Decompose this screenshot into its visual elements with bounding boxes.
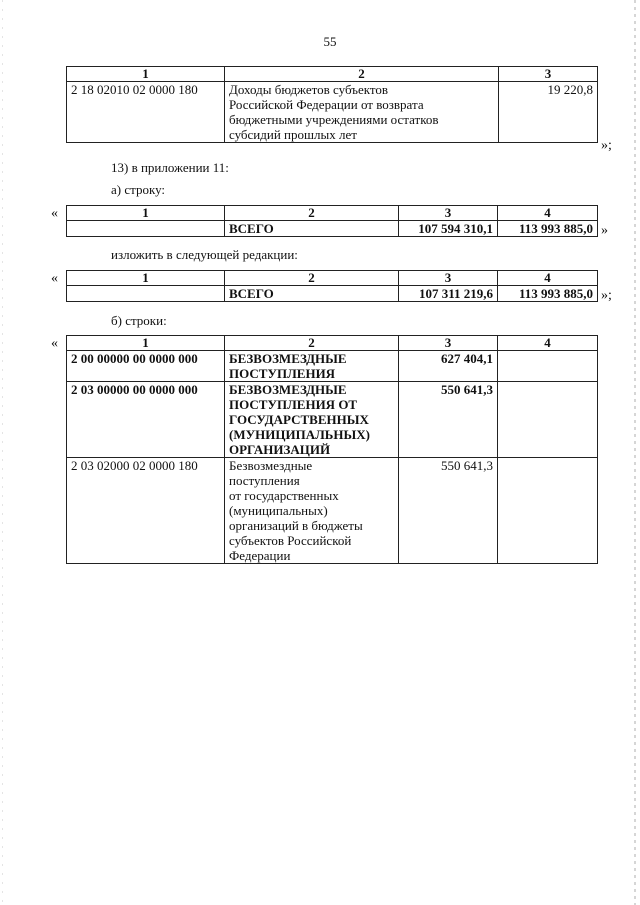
close-quote: »	[601, 223, 608, 238]
value-cell: 627 404,1	[399, 351, 498, 382]
header-cell: 4	[498, 206, 598, 221]
value-cell: 550 641,3	[399, 458, 498, 564]
name-line: от государственных	[229, 488, 339, 503]
value-cell: 113 993 885,0	[498, 286, 598, 302]
name-line: (МУНИЦИПАЛЬНЫХ)	[229, 427, 370, 442]
value-cell: 107 594 310,1	[399, 221, 498, 237]
name-line: Доходы бюджетов субъектов	[229, 82, 389, 97]
header-cell: 3	[399, 336, 498, 351]
table-header	[67, 67, 598, 82]
name-line: субсидий прошлых лет	[229, 127, 357, 142]
header-cell: 1	[67, 67, 225, 82]
header-cell: 1	[67, 271, 225, 286]
paragraph-replace: изложить в следующей редакции:	[111, 247, 298, 262]
name-line: субъектов Российской	[229, 533, 352, 548]
name-cell	[225, 82, 499, 143]
table-row	[67, 458, 598, 564]
header-cell: 2	[225, 271, 399, 286]
name-line: организаций в бюджеты	[229, 518, 363, 533]
value-cell: 113 993 885,0	[498, 221, 598, 237]
header-cell: 1	[67, 206, 225, 221]
table-header	[67, 206, 598, 221]
open-quote: «	[51, 206, 58, 221]
value-cell	[498, 458, 598, 564]
scan-edge-left	[2, 0, 3, 905]
table-row	[67, 351, 598, 382]
name-line: ГОСУДАРСТВЕННЫХ	[229, 412, 369, 427]
code-cell	[67, 221, 225, 237]
name-line: (муниципальных)	[229, 503, 328, 518]
name-line: поступления	[229, 473, 300, 488]
value-cell: 19 220,8	[499, 82, 598, 143]
name-line: БЕЗВОЗМЕЗДНЫЕ	[229, 351, 347, 366]
name-cell: ВСЕГО	[225, 221, 399, 237]
header-cell: 3	[499, 67, 598, 82]
header-cell: 2	[225, 206, 399, 221]
value-cell: 550 641,3	[399, 382, 498, 458]
header-cell: 1	[67, 336, 225, 351]
open-quote: «	[51, 336, 58, 351]
code-cell: 2 03 00000 00 0000 000	[67, 382, 225, 458]
header-cell: 4	[498, 271, 598, 286]
page-number: 55	[323, 34, 337, 49]
header-cell: 3	[399, 271, 498, 286]
name-cell: ВСЕГО	[225, 286, 399, 302]
name-cell	[225, 382, 399, 458]
value-cell	[498, 351, 598, 382]
value-cell: 107 311 219,6	[399, 286, 498, 302]
header-cell: 2	[225, 67, 499, 82]
name-line: бюджетными учреждениями остатков	[229, 112, 439, 127]
scan-edge-right	[634, 0, 636, 905]
paragraph-a: а) строку:	[111, 182, 166, 197]
table-1	[66, 66, 598, 143]
header-cell: 2	[225, 336, 399, 351]
name-line: Безвозмездные	[229, 458, 313, 473]
code-cell: 2 03 02000 02 0000 180	[67, 458, 225, 564]
paragraph-13: 13) в приложении 11:	[111, 160, 229, 175]
code-cell	[67, 286, 225, 302]
table-row	[67, 286, 598, 302]
header-cell: 3	[399, 206, 498, 221]
name-cell	[225, 458, 399, 564]
table-4	[66, 335, 598, 564]
table-row	[67, 221, 598, 237]
open-quote: «	[51, 271, 58, 286]
code-cell: 2 00 00000 00 0000 000	[67, 351, 225, 382]
table-2	[66, 205, 598, 237]
name-line: ПОСТУПЛЕНИЯ	[229, 366, 336, 381]
name-line: БЕЗВОЗМЕЗДНЫЕ	[229, 382, 347, 397]
table-header	[67, 336, 598, 351]
header-cell: 4	[498, 336, 598, 351]
table-row	[67, 382, 598, 458]
code-cell: 2 18 02010 02 0000 180	[67, 82, 225, 143]
value-cell	[498, 382, 598, 458]
name-line: ПОСТУПЛЕНИЯ ОТ	[229, 397, 358, 412]
name-line: Российской Федерации от возврата	[229, 97, 424, 112]
name-cell	[225, 351, 399, 382]
table-header	[67, 271, 598, 286]
table-3	[66, 270, 598, 302]
name-line: ОРГАНИЗАЦИЙ	[229, 442, 331, 457]
close-quote: »;	[601, 288, 612, 303]
name-line: Федерации	[229, 548, 291, 563]
paragraph-b: б) строки:	[111, 313, 167, 328]
close-quote: »;	[601, 138, 612, 153]
table-row	[67, 82, 598, 143]
